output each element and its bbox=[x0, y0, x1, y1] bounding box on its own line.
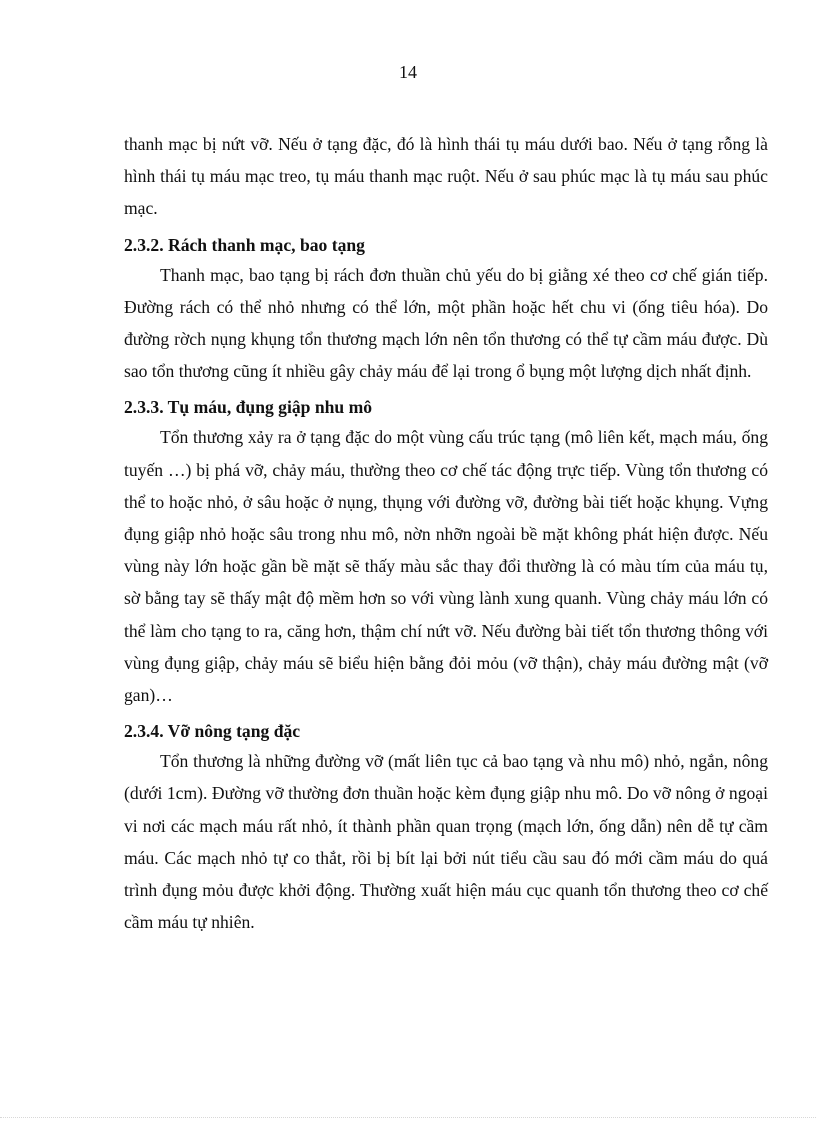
paragraph-tu-mau-continuation: thanh mạc bị nứt vỡ. Nếu ở tạng đặc, đó là hình thái tụ máu dưới bao. Nếu ở tạng rỗng là hình thái tụ máu mạc treo, tụ máu thanh mạc ruột. Nếu ở sau phúc mạc là tụ máu sau phúc mạc. bbox=[124, 134, 768, 219]
document-body bbox=[124, 128, 768, 938]
heading-2-3-4: 2.3.4. Vỡ nông tạng đặc bbox=[124, 721, 301, 742]
page-bottom-divider bbox=[0, 1117, 816, 1118]
paragraph-rach-thanh-mac: Thanh mạc, bao tạng bị rách đơn thuần chủ yếu do bị giằng xé theo cơ chế gián tiếp. Đường rách có thể nhỏ nhưng có thể lớn, một phần hoặc hết chu vi (ống tiêu hóa). Do đường rờch nụng khụng tổn thương mạch lớn nên tổn thương có thể tự cầm máu được. Dù sao tổn thương cũng ít nhiều gây chảy máu để lại trong ổ bụng một lượng dịch nhất định. bbox=[124, 264, 768, 382]
heading-2-3-2: 2.3.2. Rách thanh mạc, bao tạng bbox=[124, 234, 365, 255]
paragraph-vo-nong-tang-dac: Tổn thương là những đường vỡ (mất liên tục cả bao tạng và nhu mô) nhỏ, ngắn, nông (dưới 1cm). Đường vỡ thường đơn thuần hoặc kèm đụng giập nhu mô. Do vỡ nông ở ngoại vi nơi các mạch máu rất nhỏ, ít thành phần quan trọng (mạch lớn, ống dẫn) nên dễ tự cầm máu. Các mạch nhỏ tự co thắt, rồi bị bít lại bởi nút tiểu cầu sau đó mới cầm máu do quá trình đụng mỏu được khởi động. Thường xuất hiện máu cục quanh tổn thương theo cơ chế cầm máu tự nhiên. bbox=[124, 751, 768, 933]
page-number: 14 bbox=[399, 62, 417, 82]
paragraph-tu-mau-dung-giap: Tổn thương xảy ra ở tạng đặc do một vùng cấu trúc tạng (mô liên kết, mạch máu, ống tuyến …) bị phá vỡ, chảy máu, thường theo cơ chế tác động trực tiếp. Vùng tổn thương có thể to hoặc nhỏ, ở sâu hoặc ở nụng, thụng với đường vỡ, đường bài tiết hoặc khụng. Vựng đụng giập nhỏ hoặc sâu trong nhu mô, nờn nhỡn ngoài bề mặt không phát hiện được. Nếu vùng này lớn hoặc gần bề mặt sẽ thấy màu sắc thay đổi thường là có màu tím của máu tụ, sờ bằng tay sẽ thấy mật độ mềm hơn so với vùng lành xung quanh. Vùng chảy máu lớn có thể làm cho tạng to ra, căng hơn, thậm chí nứt vỡ. Nếu đường bài tiết tổn thương thông với vùng đụng giập, chảy máu sẽ biểu hiện bằng đỏi mỏu (vỡ thận), chảy máu đường mật (vỡ gan)… bbox=[124, 427, 768, 706]
heading-2-3-3: 2.3.3. Tụ máu, đụng giập nhu mô bbox=[124, 397, 373, 418]
